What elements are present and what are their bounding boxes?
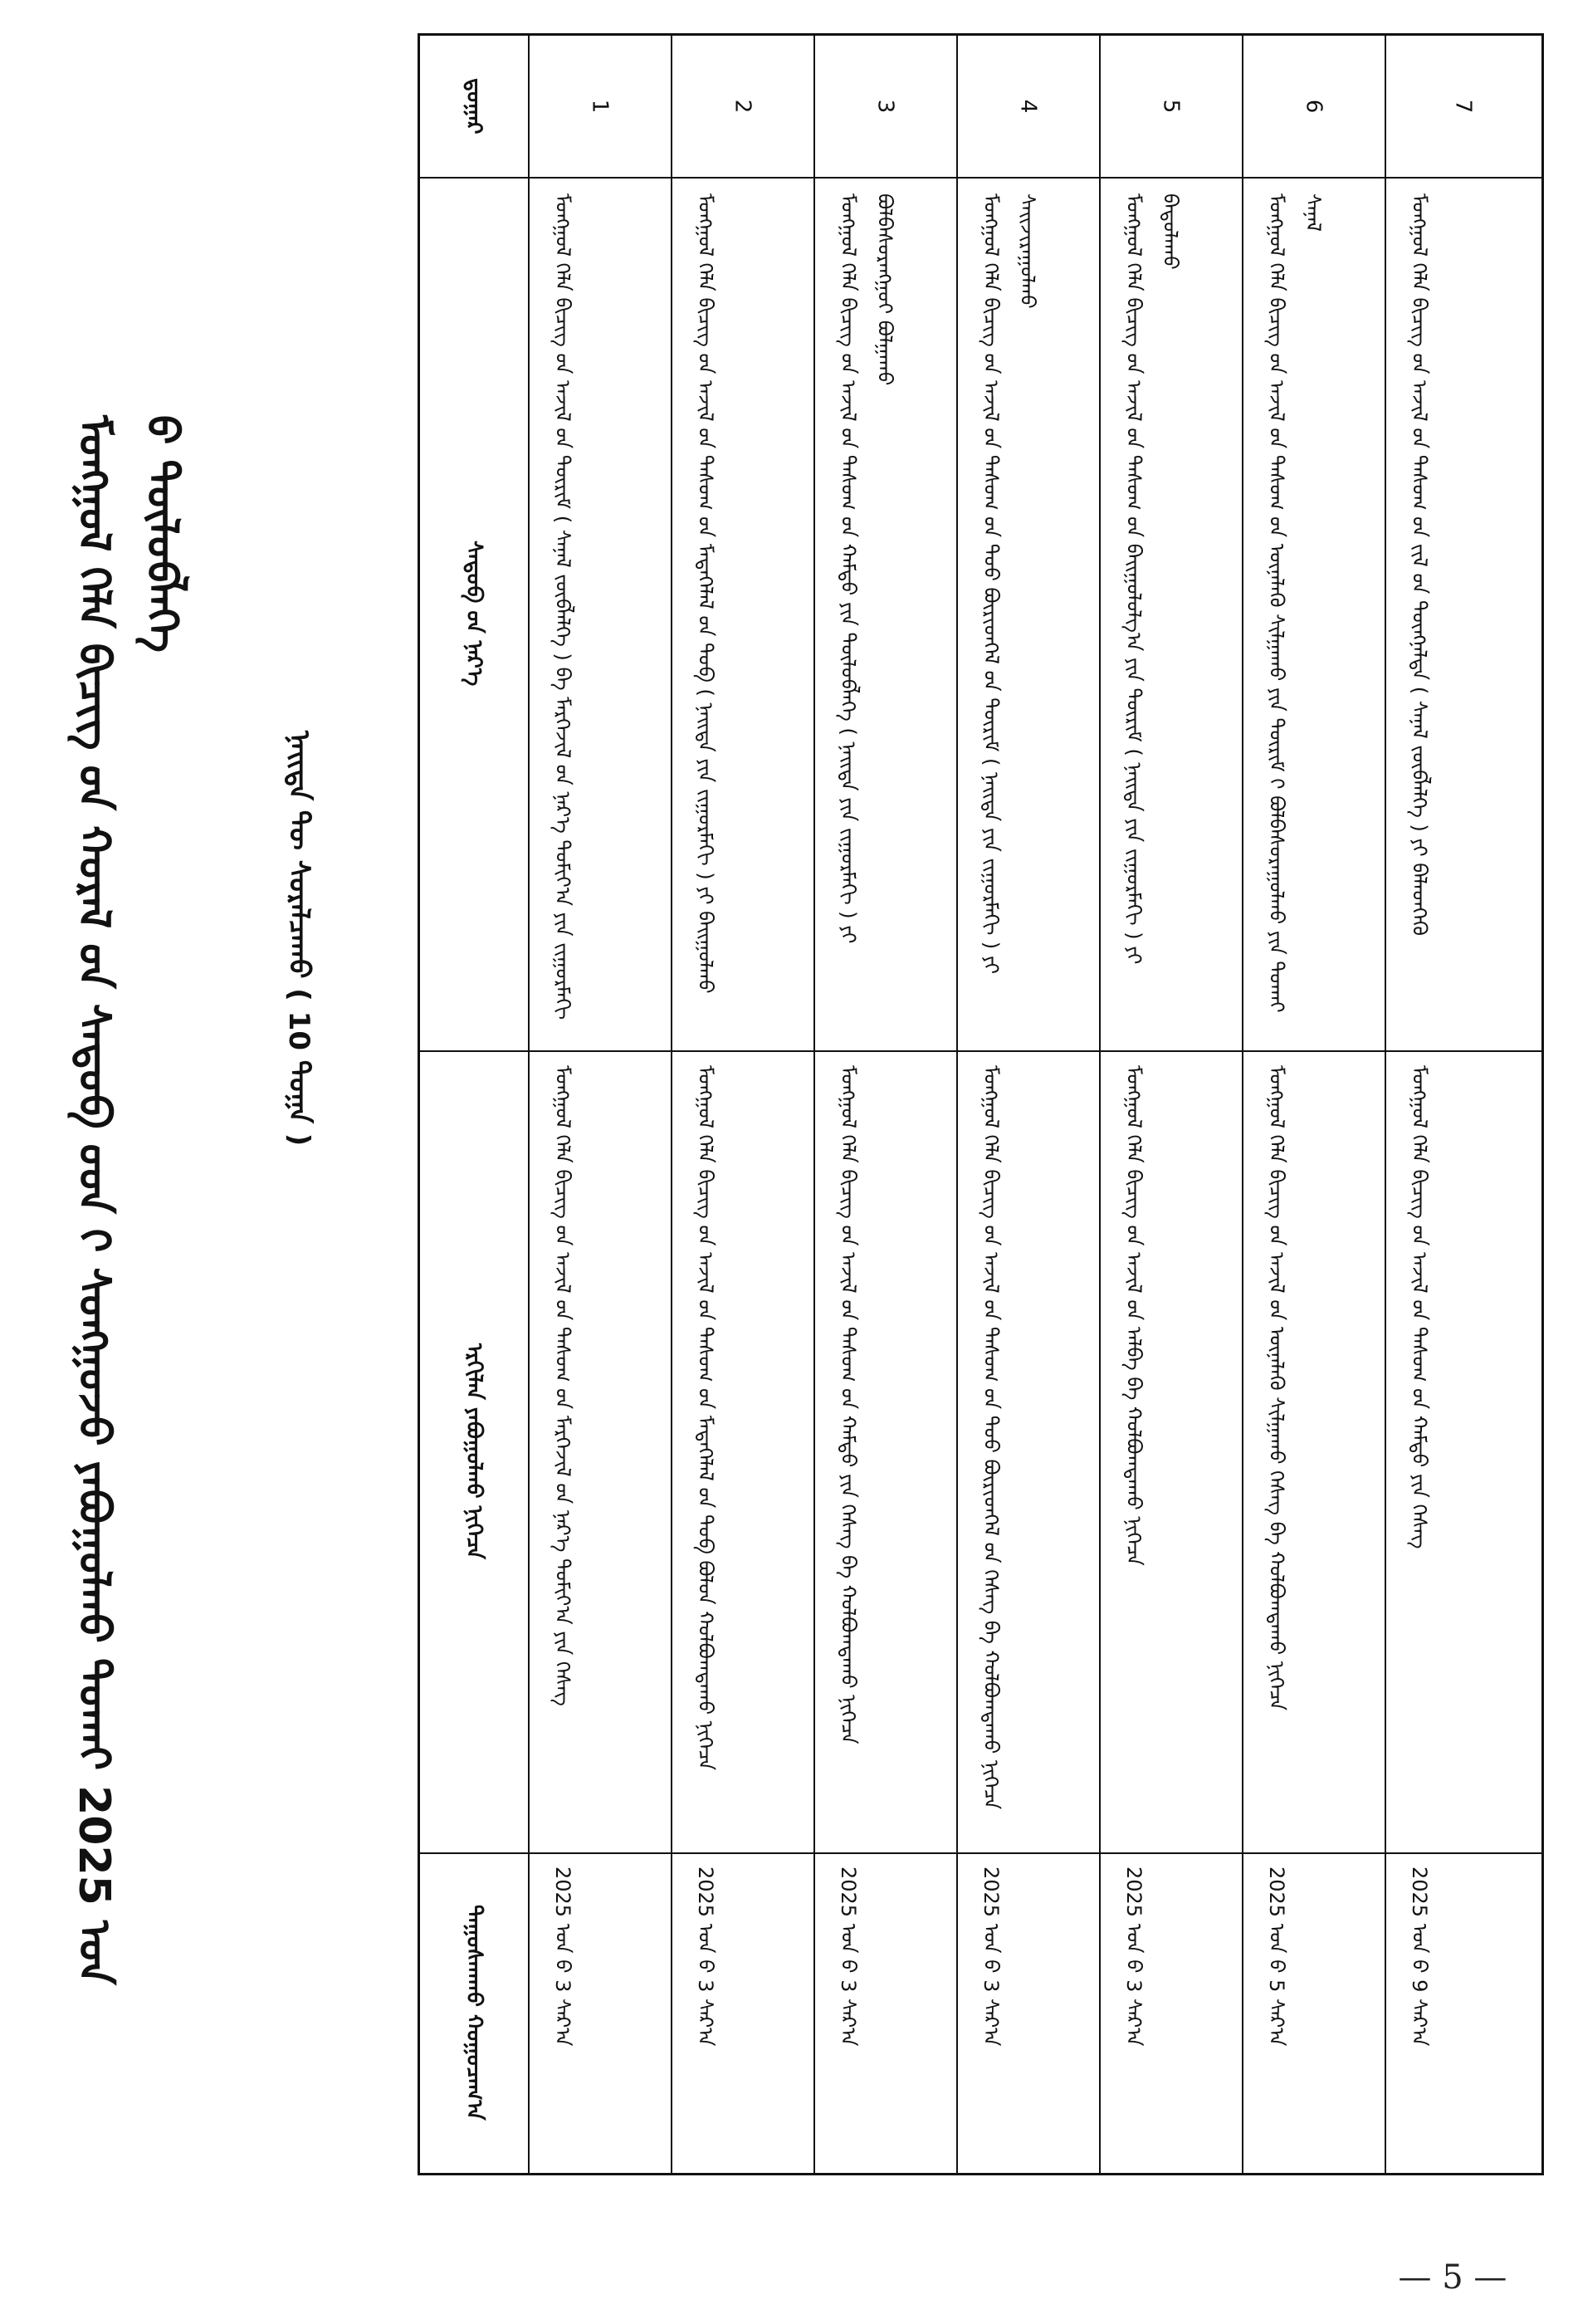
table-row — [1385, 36, 1541, 177]
row-deadline: 2025 ᠣᠨ ᠤ᠋ 3 ᠰᠠᠷ᠎ᠠ — [551, 1867, 574, 2047]
row-deadline: 2025 ᠣᠨ ᠤ᠋ 3 ᠰᠠᠷ᠎ᠠ — [837, 1867, 860, 2047]
row-topic: ᠮᠣᠩᠭᠣᠯ ᠬᠡᠯᠡ ᠪᠢᠴᠢᠭ ᠤ᠋ᠨ ᠠᠵᠢᠯ ᠤ᠋ᠨ ᠲᠠᠰᠤᠭ ᠤ᠋ᠨ ᠬᠠᠮᠲᠤ ᠶᠢᠨ ᠲᠥᠯᠥᠪᠯᠡᠭᠡ ( ᠨᠡᠢᠲᠡ ᠶᠢᠨ ᠵᠢᠭᠤᠷᠮᠠᠭᠢ ) ᠶᠢ ᠪᠣᠯᠪᠠᠰᠤᠷᠠᠩᠭᠤᠢ ᠪᠣᠯᠭᠠᠬᠤ — [837, 193, 896, 944]
table-divider — [420, 1852, 1541, 1854]
row-deadline: 2025 ᠣᠨ ᠤ᠋ 3 ᠰᠠᠷ᠎ᠠ — [694, 1867, 717, 2047]
table-row — [956, 36, 1099, 177]
row-number: 4 — [1014, 99, 1040, 114]
row-topic: ᠮᠣᠩᠭᠣᠯ ᠬᠡᠯᠡ ᠪᠢᠴᠢᠭ ᠤ᠋ᠨ ᠠᠵᠢᠯ ᠤ᠋ᠨ ᠲᠠᠰᠤᠭ ᠤ᠋ᠨ ᠵᠢᠯ ᠦ᠋ᠨ ᠳᠦᠩᠨᠡᠯᠲᠡ ( ᠰᠠᠨᠠᠯ ᠵᠥᠪᠯᠡᠯᠭᠡ ) ᠶᠢ ᠪᠡᠯᠡᠳᠬᠡᠬᠦ — [1408, 193, 1431, 937]
row-topic: ᠮᠣᠩᠭᠣᠯ ᠬᠡᠯᠡ ᠪᠢᠴᠢᠭ ᠤ᠋ᠨ ᠠᠵᠢᠯ ᠤ᠋ᠨ ᠲᠠᠰᠤᠭ ᠤ᠋ᠨ ᠮᠡᠳᠡᠭᠡᠯᠡᠯ ᠦ᠋ᠨ ᠲᠣᠪ ( ᠨᠡᠢᠲᠡ ᠶᠢᠨ ᠵᠢᠭᠤᠷᠮᠠᠭᠢ ) ᠶᠢ ᠪᠠᠢᠭᠤᠯᠬᠤ — [694, 193, 717, 994]
row-topic: ᠮᠣᠩᠭᠣᠯ ᠬᠡᠯᠡ ᠪᠢᠴᠢᠭ ᠤ᠋ᠨ ᠠᠵᠢᠯ ᠤ᠋ᠨ ᠲᠠᠰᠤᠭ ᠤ᠋ᠨ ᠦᠨᠡᠯᠡᠬᠦ ᠰᠢᠯᠭᠠᠬᠤ ᠶᠢᠨ ᠳᠦᠷᠢᠮ ᠢ᠋ ᠪᠤᠯᠪᠠᠰᠤᠷᠠᠭᠤᠯᠬᠤ ᠶᠢᠨ ᠲᠤᠬᠠᠢ ᠰᠠᠨᠠᠯ — [1265, 193, 1325, 1013]
row-number: 6 — [1300, 99, 1326, 114]
table-divider — [420, 177, 1541, 179]
row-organizer: ᠮᠣᠩᠭᠣᠯ ᠬᠡᠯᠡ ᠪᠢᠴᠢᠭ ᠤ᠋ᠨ ᠠᠵᠢᠯ ᠤ᠋ᠨ ᠲᠠᠰᠤᠭ ᠤ᠋ᠨ ᠲᠣᠣ ᠪᠦᠷᠢᠳᠬᠡᠯ ᠦ᠋ᠨ ᠬᠡᠰᠡᠭ ᠪᠠ ᠬᠣᠯᠪᠣᠭᠳᠠᠬᠤ ᠨᠢᠭᠡᠴᠡ — [979, 1065, 1003, 1810]
row-deadline: 2025 ᠣᠨ ᠤ᠋ 3 ᠰᠠᠷ᠎ᠠ — [979, 1867, 1003, 2047]
table-divider — [420, 1050, 1541, 1052]
row-organizer: ᠮᠣᠩᠭᠣᠯ ᠬᠡᠯᠡ ᠪᠢᠴᠢᠭ ᠤ᠋ᠨ ᠠᠵᠢᠯ ᠤ᠋ᠨ ᠲᠠᠰᠤᠭ ᠤ᠋ᠨ ᠬᠠᠮᠲᠤ ᠶᠢᠨ ᠬᠡᠰᠡᠭ ᠪᠠ ᠬᠣᠯᠪᠣᠭᠳᠠᠬᠤ ᠨᠢᠭᠡᠴᠡ — [837, 1065, 860, 1744]
topics-table — [418, 33, 1544, 2175]
row-number: 2 — [729, 99, 755, 114]
row-number: 7 — [1450, 99, 1476, 114]
row-organizer: ᠮᠣᠩᠭᠣᠯ ᠬᠡᠯᠡ ᠪᠢᠴᠢᠭ ᠤ᠋ᠨ ᠠᠵᠢᠯ ᠤ᠋ᠨ ᠲᠠᠰᠤᠭ ᠤ᠋ᠨ ᠮᠡᠷᠭᠡᠵᠢᠯ ᠤ᠋ᠨ ᠨᠡᠷ᠎ᠡ ᠲᠣᠮᠢᠶ᠎ᠠ ᠶᠢᠨ ᠬᠡᠰᠡᠭ — [551, 1065, 574, 1706]
header-deadline: ᠳᠠᠭᠤᠰᠬᠠᠬᠤ ᠬᠤᠭᠤᠴᠠᠭ᠎ᠠ — [462, 1905, 486, 2121]
row-deadline: 2025 ᠣᠨ ᠤ᠋ 9 ᠰᠠᠷ᠎ᠠ — [1408, 1867, 1431, 2047]
row-organizer: ᠮᠣᠩᠭᠣᠯ ᠬᠡᠯᠡ ᠪᠢᠴᠢᠭ ᠤ᠋ᠨ ᠠᠵᠢᠯ ᠤ᠋ᠨ ᠲᠠᠰᠤᠭ ᠤ᠋ᠨ ᠮᠡᠳᠡᠭᠡᠯᠡᠯ ᠦ᠋ᠨ ᠲᠣᠪ ᠪᠣᠯᠤᠨ ᠬᠣᠯᠪᠣᠭᠳᠠᠬᠤ ᠨᠢᠭᠡᠴᠡ — [694, 1065, 717, 1771]
document-title: ᠮᠣᠩᠭᠣᠯ ᠬᠡᠯᠡ ᠪᠢᠴᠢᠭ ᠤ᠋ᠨ ᠬᠤᠷᠠᠯ ᠤ᠋ᠨ ᠰᠡᠳᠦᠪ ᠦ᠋ᠳ ᠢ᠋ ᠰᠣᠩᠭᠣᠵᠤ ᠶᠠᠪᠤᠭᠤᠯᠬᠤ ᠲᠤᠬᠠᠢ 2025 ᠣᠨ ᠤ᠋ ᠲᠥᠯᠥᠪᠯᠡᠭᠡ — [69, 415, 187, 1985]
row-organizer: ᠮᠣᠩᠭᠣᠯ ᠬᠡᠯᠡ ᠪᠢᠴᠢᠭ ᠤ᠋ᠨ ᠠᠵᠢᠯ ᠤ᠋ᠨ ᠦᠨᠡᠯᠡᠬᠦ ᠰᠢᠯᠭᠠᠬᠤ ᠬᠡᠰᠡᠭ ᠪᠠ ᠬᠣᠯᠪᠣᠭᠳᠠᠬᠤ ᠨᠢᠭᠡᠴᠡ — [1265, 1065, 1288, 1711]
row-number: 5 — [1157, 99, 1183, 114]
document-subtitle: ᠨᠡᠢᠲᠡ ᠳᠦ᠋ ᠰᠤᠷᠠᠯᠴᠠᠬᠤ ( 10 ᠲᠣᠭᠠ ) — [282, 731, 315, 1147]
row-number: 3 — [872, 99, 897, 114]
row-organizer: ᠮᠣᠩᠭᠣᠯ ᠬᠡᠯᠡ ᠪᠢᠴᠢᠭ ᠤ᠋ᠨ ᠠᠵᠢᠯ ᠤ᠋ᠨ ᠠᠯᠪᠠ ᠪᠠ ᠬᠣᠯᠪᠣᠭᠳᠠᠬᠤ ᠨᠢᠭᠡᠴᠡ — [1122, 1065, 1146, 1566]
row-organizer: ᠮᠣᠩᠭᠣᠯ ᠬᠡᠯᠡ ᠪᠢᠴᠢᠭ ᠤ᠋ᠨ ᠠᠵᠢᠯ ᠤ᠋ᠨ ᠲᠠᠰᠤᠭ ᠤ᠋ᠨ ᠬᠠᠮᠲᠤ ᠶᠢᠨ ᠬᠡᠰᠡᠭ — [1408, 1065, 1431, 1549]
table-row — [1242, 36, 1385, 177]
table-row — [1099, 36, 1242, 177]
header-number: ᠳ᠋ᠤᠭᠠᠷ — [462, 78, 486, 135]
row-deadline: 2025 ᠣᠨ ᠤ᠋ 3 ᠰᠠᠷ᠎ᠠ — [1122, 1867, 1146, 2047]
row-topic: ᠮᠣᠩᠭᠣᠯ ᠬᠡᠯᠡ ᠪᠢᠴᠢᠭ ᠤ᠋ᠨ ᠠᠵᠢᠯ ᠤ᠋ᠨ ᠲᠠᠰᠤᠭ ᠤ᠋ᠨ ᠪᠠᠢᠭᠤᠯᠤᠯᠭ᠎ᠠ ᠶᠢᠨ ᠳᠦᠷᠢᠮ ( ᠨᠡᠢᠲᠡ ᠶᠢᠨ ᠵᠢᠭᠤᠷᠮᠠᠭᠢ ) ᠶᠢ ᠪᠠᠲᠤᠯᠠᠬᠤ — [1122, 193, 1182, 965]
row-number: 1 — [586, 99, 612, 114]
row-topic: ᠮᠣᠩᠭᠣᠯ ᠬᠡᠯᠡ ᠪᠢᠴᠢᠭ ᠤ᠋ᠨ ᠠᠵᠢᠯ ᠤ᠋ᠨ ᠲᠠᠰᠤᠭ ᠤ᠋ᠨ ᠲᠣᠣ ᠪᠦᠷᠢᠳᠬᠡᠯ ᠦ᠋ᠨ ᠳᠦᠷᠢᠮ ( ᠨᠡᠢᠲᠡ ᠶᠢᠨ ᠵᠢᠭᠤᠷᠮᠠᠭᠢ ) ᠶᠢ ᠰᠠᠢᠵᠢᠷᠠᠭᠤᠯᠬᠤ — [979, 193, 1039, 975]
header-organizer: ᠡᠷᠬᠢᠯᠡᠨ ᠶᠠᠪᠤᠭᠤᠯᠬᠤ ᠨᠢᠭᠡᠴᠡ — [462, 1343, 486, 1560]
row-topic: ᠮᠣᠩᠭᠣᠯ ᠬᠡᠯᠡ ᠪᠢᠴᠢᠭ ᠤ᠋ᠨ ᠠᠵᠢᠯ ᠤ᠋ᠨ ᠳᠦᠷᠢᠮ ( ᠰᠠᠨᠠᠯ ᠵᠥᠪᠯᠡᠯᠭᠡ ) ᠪᠠ ᠮᠡᠷᠭᠡᠵᠢᠯ ᠤ᠋ᠨ ᠨᠡᠷ᠎ᠡ ᠲᠣᠮᠢᠶ᠎ᠠ ᠶᠢᠨ ᠵᠢᠭᠤᠷᠮᠠᠭᠢ — [551, 193, 574, 1020]
table-row — [813, 36, 956, 177]
row-deadline: 2025 ᠣᠨ ᠤ᠋ 5 ᠰᠠᠷ᠎ᠠ — [1265, 1867, 1288, 2047]
page-number: — 5 — — [1398, 2258, 1507, 2297]
table-row — [671, 36, 813, 177]
header-topic: ᠰᠡᠳᠦᠪ ᠦ᠋ᠨ ᠨᠡᠷ᠎ᠡ — [462, 541, 486, 687]
table-row — [528, 36, 671, 177]
